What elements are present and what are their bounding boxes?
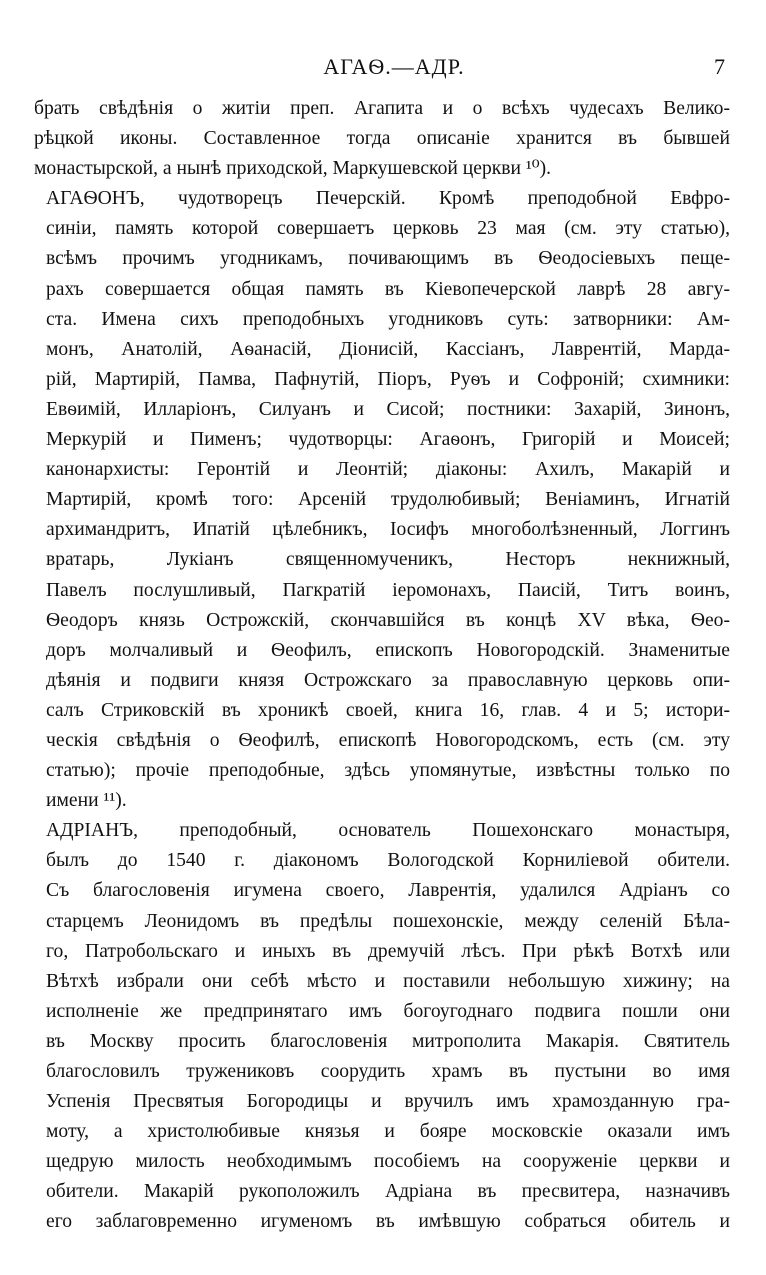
text-line: дѣянія и подвиги князя Острожскаго за православную церковь опи- — [46, 669, 730, 691]
paragraph-agapit-end — [34, 94, 730, 184]
text-line: доръ молчаливый и Ѳеофилъ, епископъ Новогородскій. Знаменитые — [46, 639, 730, 661]
text-line: моту, а христолюбивые князья и бояре московскіе оказали имъ — [46, 1121, 730, 1143]
text-line: всѣмъ прочимъ угодникамъ, почивающимъ въ Ѳеодосіевыхъ пеще- — [46, 248, 730, 270]
body-text — [34, 94, 730, 1238]
running-title: АГАѲ.—АДР. — [323, 54, 465, 79]
text-line: го, Патробольскаго и иныхъ въ дремучій лѣсъ. При рѣкѣ Вотхѣ или — [46, 940, 730, 962]
paragraph-agathon — [34, 184, 730, 816]
text-line: вратарь, Лукіанъ священномученикъ, Несторъ некнижный, — [46, 549, 730, 571]
text-line: былъ до 1540 г. діакономъ Вологодской Корниліевой обители. — [46, 850, 730, 872]
text-line: имени ¹¹). — [46, 790, 127, 812]
text-line: АДРІАНЪ, преподобный, основатель Пошехонскаго монастыря, — [46, 820, 730, 842]
text-line: Мартирій, кромѣ того: Арсеній трудолюбивый; Веніаминъ, Игнатій — [46, 489, 730, 511]
text-line: рахъ совершается общая память въ Кіевопечерской лаврѣ 28 авгу- — [46, 278, 730, 300]
text-line: Ѳеодоръ князь Острожскій, скончавшійся въ концѣ XV вѣка, Ѳео- — [46, 609, 730, 631]
text-line: брать свѣдѣнія о житіи преп. Агапита и о всѣхъ чудесахъ Велико- — [34, 98, 730, 119]
text-line: въ Москву просить благословенія митрополита Макарія. Святитель — [46, 1030, 730, 1052]
text-line: канонархисты: Геронтій и Леонтій; діаконы: Ахилъ, Макарій и — [46, 459, 730, 481]
text-line: АГАѲОНЪ, чудотворецъ Печерскій. Кромѣ преподобной Евфро- — [46, 188, 730, 210]
text-line: ста. Имена сихъ преподобныхъ угодниковъ суть: затворники: Ам- — [46, 308, 730, 330]
text-line: Успенія Пресвятыя Богородицы и вручилъ имъ храмозданную гра- — [46, 1091, 730, 1113]
text-line: старцемъ Леонидомъ въ предѣлы пошехонскіе, между селеній Бѣла- — [46, 910, 730, 932]
running-header — [34, 54, 730, 94]
text-line: статью); прочіе преподобные, здѣсь упомянутые, извѣстны только по — [46, 760, 730, 782]
text-line: Меркурій и Пименъ; чудотворцы: Агаѳонъ, Григорій и Моисей; — [46, 429, 730, 451]
text-line: благословилъ тружениковъ соорудить храмъ въ пустыни во имя — [46, 1061, 730, 1082]
text-line: исполненіе же предпринятаго имъ богоугоднаго подвига пошли они — [46, 1000, 730, 1022]
text-line: Съ благословенія игумена своего, Лаврентія, удалился Адріанъ со — [46, 880, 730, 902]
text-line: Павелъ послушливый, Пагкратій іеромонахъ, Паисій, Титъ воинъ, — [46, 579, 730, 601]
text-line: монъ, Анатолій, Аѳанасій, Діонисій, Кассіанъ, Лаврентій, Марда- — [46, 338, 730, 360]
paragraph-adrian — [34, 816, 730, 1237]
text-line: обители. Макарій рукоположилъ Адріана въ пресвитера, назначивъ — [46, 1181, 730, 1203]
text-line: щедрую милость необходимымъ пособіемъ на сооруженіе церкви и — [46, 1151, 730, 1173]
text-line: салъ Стриковскій въ хроникѣ своей, книга 16, глав. 4 и 5; истори- — [46, 699, 730, 721]
text-line: его заблаговременно игуменомъ въ имѣвшую собраться обитель и — [46, 1211, 730, 1233]
text-line: рѣцкой иконы. Составленное тогда описаніе хранится въ бывшей — [34, 128, 730, 150]
text-line: Вѣтхѣ избрали они себѣ мѣсто и поставили небольшую хижину; на — [46, 970, 730, 992]
page-number: 7 — [714, 54, 726, 79]
text-line: рій, Мартирій, Памва, Пафнутій, Піоръ, Руѳъ и Софроній; схимники: — [46, 368, 730, 390]
text-line: архимандритъ, Ипатій цѣлебникъ, Іосифъ многоболѣзненный, Логгинъ — [46, 519, 730, 541]
text-line: Евѳимій, Илларіонъ, Силуанъ и Сисой; постники: Захарій, Зинонъ, — [46, 398, 730, 420]
text-line: синіи, память которой совершаетъ церковь 23 мая (см. эту статью), — [46, 218, 730, 240]
text-line: монастырской, а нынѣ приходской, Маркушевской церкви ¹⁰). — [34, 158, 552, 180]
text-line: ческія свѣдѣнія о Ѳеофилѣ, епископѣ Новогородскомъ, есть (см. эту — [46, 729, 730, 751]
